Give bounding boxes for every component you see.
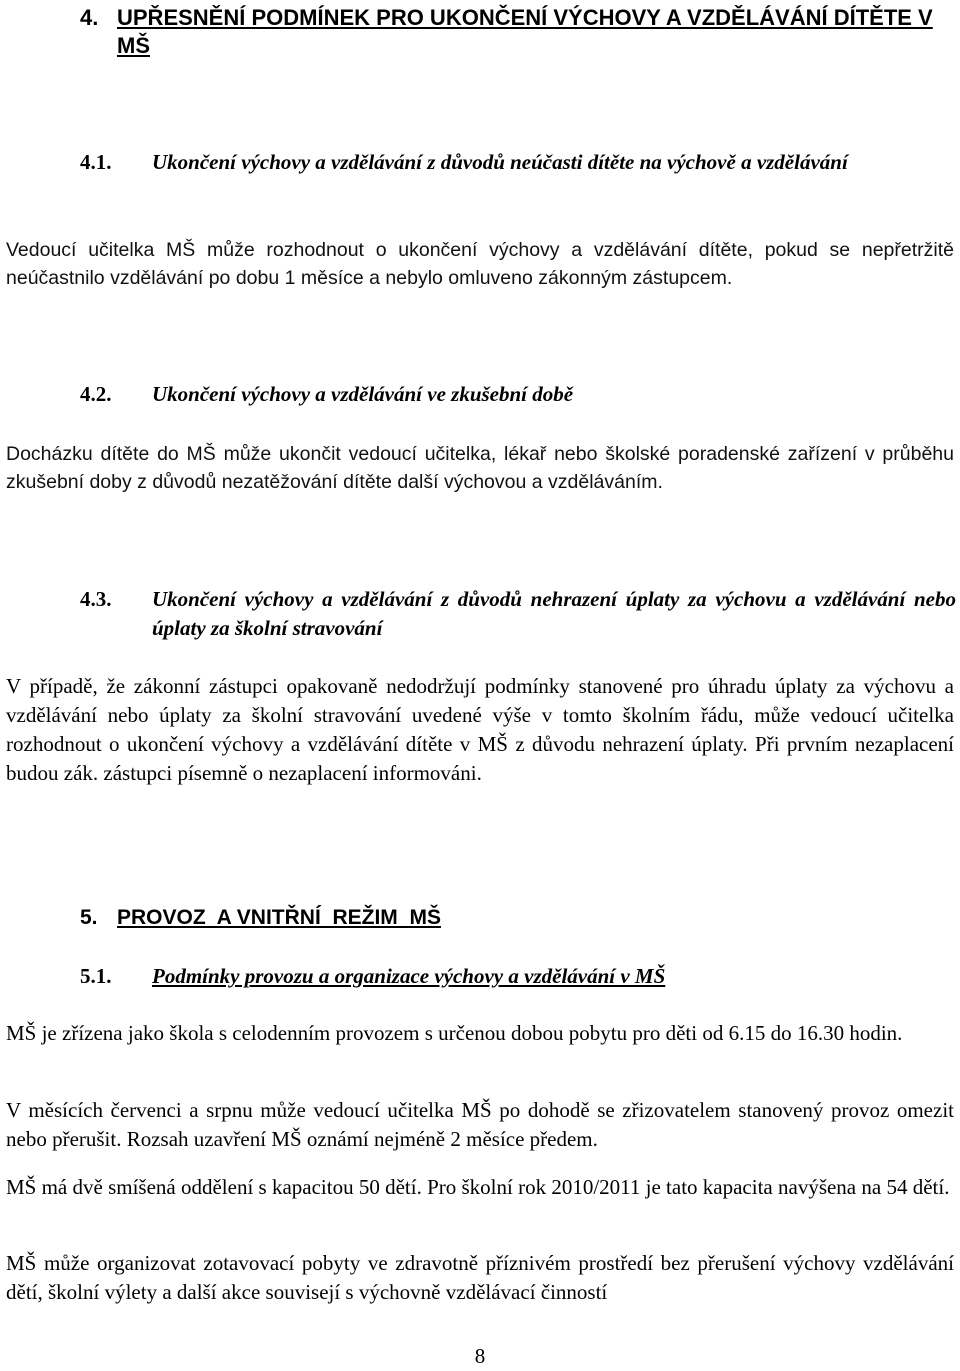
paragraph-4-1: Vedoucí učitelka MŠ může rozhodnout o ukončení výchovy a vzdělávání dítěte, pokud se nepřetržitě neúčastnilo vzdělávání po dobu 1 měsíce a nebylo omluveno zákonným zástupcem. bbox=[6, 239, 954, 289]
paragraph-4-3: V případě, že zákonní zástupci opakovaně nedodržují podmínky stanovené pro úhradu úplaty za výchovu a vzdělávání nebo úplaty za školní stravování uvedené výše v tomto školním řádu, může vedoucí učitelka rozhodnout o ukončení výchovy a vzdělávání dítěte v MŠ z důvodu nehrazení úplaty. Při prvním nezaplacení budou zák. zástupci písemně o nezaplacení informováni. bbox=[6, 674, 954, 785]
section-title: UPŘESNĚNÍ PODMÍNEK PRO UKONČENÍ VÝCHOVY A VZDĚLÁVÁNÍ DÍTĚTE V MŠ bbox=[117, 5, 933, 58]
subsection-number: 4.1. bbox=[80, 150, 112, 174]
paragraph-4-2: Docházku dítěte do MŠ může ukončit vedoucí učitelka, lékař nebo školské poradenské zařízení v průběhu zkušební doby z důvodů nezatěžování dítěte další výchovou a vzděláváním. bbox=[6, 443, 954, 493]
subsection-number: 4.2. bbox=[80, 382, 112, 406]
paragraph-5-1-d: MŠ může organizovat zotavovací pobyty ve zdravotně příznivém prostředí bez přerušení výchovy vzdělávání dětí, školní výlety a další akce souvisejí s výchovně vzdělávací činností bbox=[6, 1251, 954, 1304]
subsection-title: Ukončení výchovy a vzdělávání z důvodů neúčasti dítěte na výchově a vzdělávání bbox=[152, 150, 848, 174]
subsection-number: 5.1. bbox=[80, 964, 112, 988]
subsection-number: 4.3. bbox=[80, 587, 112, 611]
section-number: 5. bbox=[80, 906, 98, 929]
page-number: 8 bbox=[474, 1344, 486, 1368]
section-title: PROVOZ A VNITŘNÍ REŽIM MŠ bbox=[117, 906, 441, 929]
subsection-title: Ukončení výchovy a vzdělávání ve zkušební době bbox=[152, 382, 574, 406]
subsection-title: Podmínky provozu a organizace výchovy a vzdělávání v MŠ bbox=[152, 964, 666, 988]
paragraph-5-1-a: MŠ je zřízena jako škola s celodenním provozem s určenou dobou pobytu pro děti od 6.15 do 16.30 hodin. bbox=[6, 1021, 903, 1045]
paragraph-5-1-b: V měsících červenci a srpnu může vedoucí učitelka MŠ po dohodě se zřizovatelem stanovený provoz omezit nebo přerušit. Rozsah uzavření MŠ oznámí nejméně 2 měsíce předem. bbox=[6, 1098, 954, 1151]
section-number: 4. bbox=[80, 5, 99, 30]
paragraph-5-1-c: MŠ má dvě smíšená oddělení s kapacitou 50 dětí. Pro školní rok 2010/2011 je tato kapacita navýšena na 54 dětí. bbox=[6, 1175, 950, 1199]
subsection-title: Ukončení výchovy a vzdělávání z důvodů nehrazení úplaty za výchovu a vzdělávání nebo úplaty za školní stravování bbox=[152, 587, 956, 640]
